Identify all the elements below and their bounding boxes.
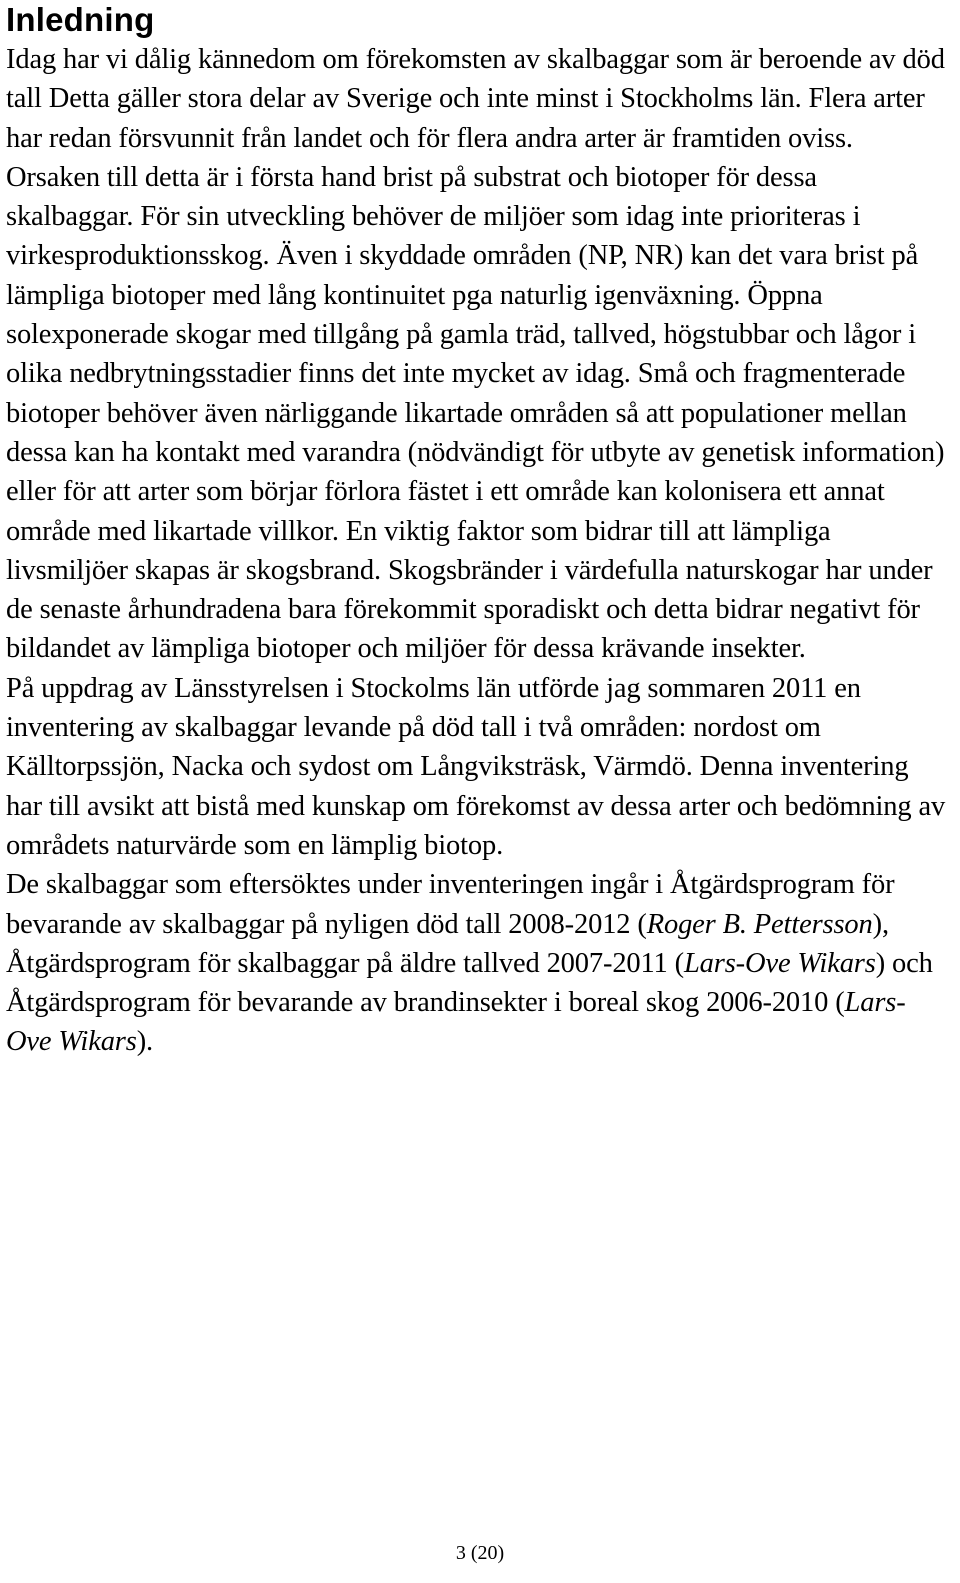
page-number: 3 (20) [455,1542,505,1564]
section-heading: Inledning [6,1,155,38]
paragraph-text: ), Åtgärdsprogram för skalbaggar på äldre tallved 2007-2011 ( [6,908,889,979]
document-page [6,0,950,1062]
assignment-paragraph: På uppdrag av Länsstyrelsen i Stockolms län utförde jag sommaren 2011 en inventering av skalbaggar levande på död tall i två områden: nordost om Källtorpssjön, Nacka och sydost om Långviksträsk, Värmdö. Denna inventering har till avsikt att bistå med kunskap om förekomst av dessa arter och bedömning av områdets naturvärde som en lämplig biotop. [6,672,946,861]
action-programs-paragraph [6,865,950,1061]
paragraph-text: De skalbaggar som eftersöktes under inventeringen ingår i Åtgärdsprogram för bevarande av skalbaggar på nyligen död tall 2008-2012 ( [6,869,895,940]
paragraph-text: ) och Åtgärdsprogram för bevarande av brandinsekter i boreal skog 2006-2010 ( [6,947,933,1019]
intro-paragraph: Idag har vi dålig kännedom om förekomsten av skalbaggar som är beroende av död tall Detta gäller stora delar av Sverige och inte minst i Stockholms län. Flera arter har redan försvunnit från landet och för flera andra arter är framtiden oviss. Orsaken till detta är i första hand brist på substrat och biotoper för dessa skalbaggar. För sin utveckling behöver de miljöer som idag inte prioriteras i virkesproduktionsskog. Även i skyddade områden (NP, NR) kan det vara brist på lämpliga biotoper med lång kontinuitet pga naturlig igenväxning. Öppna solexponerade skogar med tillgång på gamla träd, tallved, högstubbar och lågor i olika nedbrytningsstadier finns det inte mycket av idag. Små och fragmenterade biotoper behöver även närliggande likartade områden så att populationer mellan dessa kan ha kontakt med varandra (nödvändigt för utbyte av genetisk information) eller för att arter som börjar förlora fästet i ett område kan kolonisera ett annat område med likartade villkor. En viktig faktor som bidrar till att lämpliga livsmiljöer skapas är skogsbrand. Skogsbränder i värdefulla naturskogar har under de senaste århundradena bara förekommit sporadiskt och detta bidrar negativt för bildandet av lämpliga biotoper och miljöer för dessa krävande insekter. [6,44,945,665]
paragraph-text: ). [136,1026,154,1058]
author-name: Lars-Ove Wikars [683,947,876,979]
author-name: Roger B. Pettersson [646,908,873,940]
author-name: Lars-Ove Wikars [6,987,906,1058]
